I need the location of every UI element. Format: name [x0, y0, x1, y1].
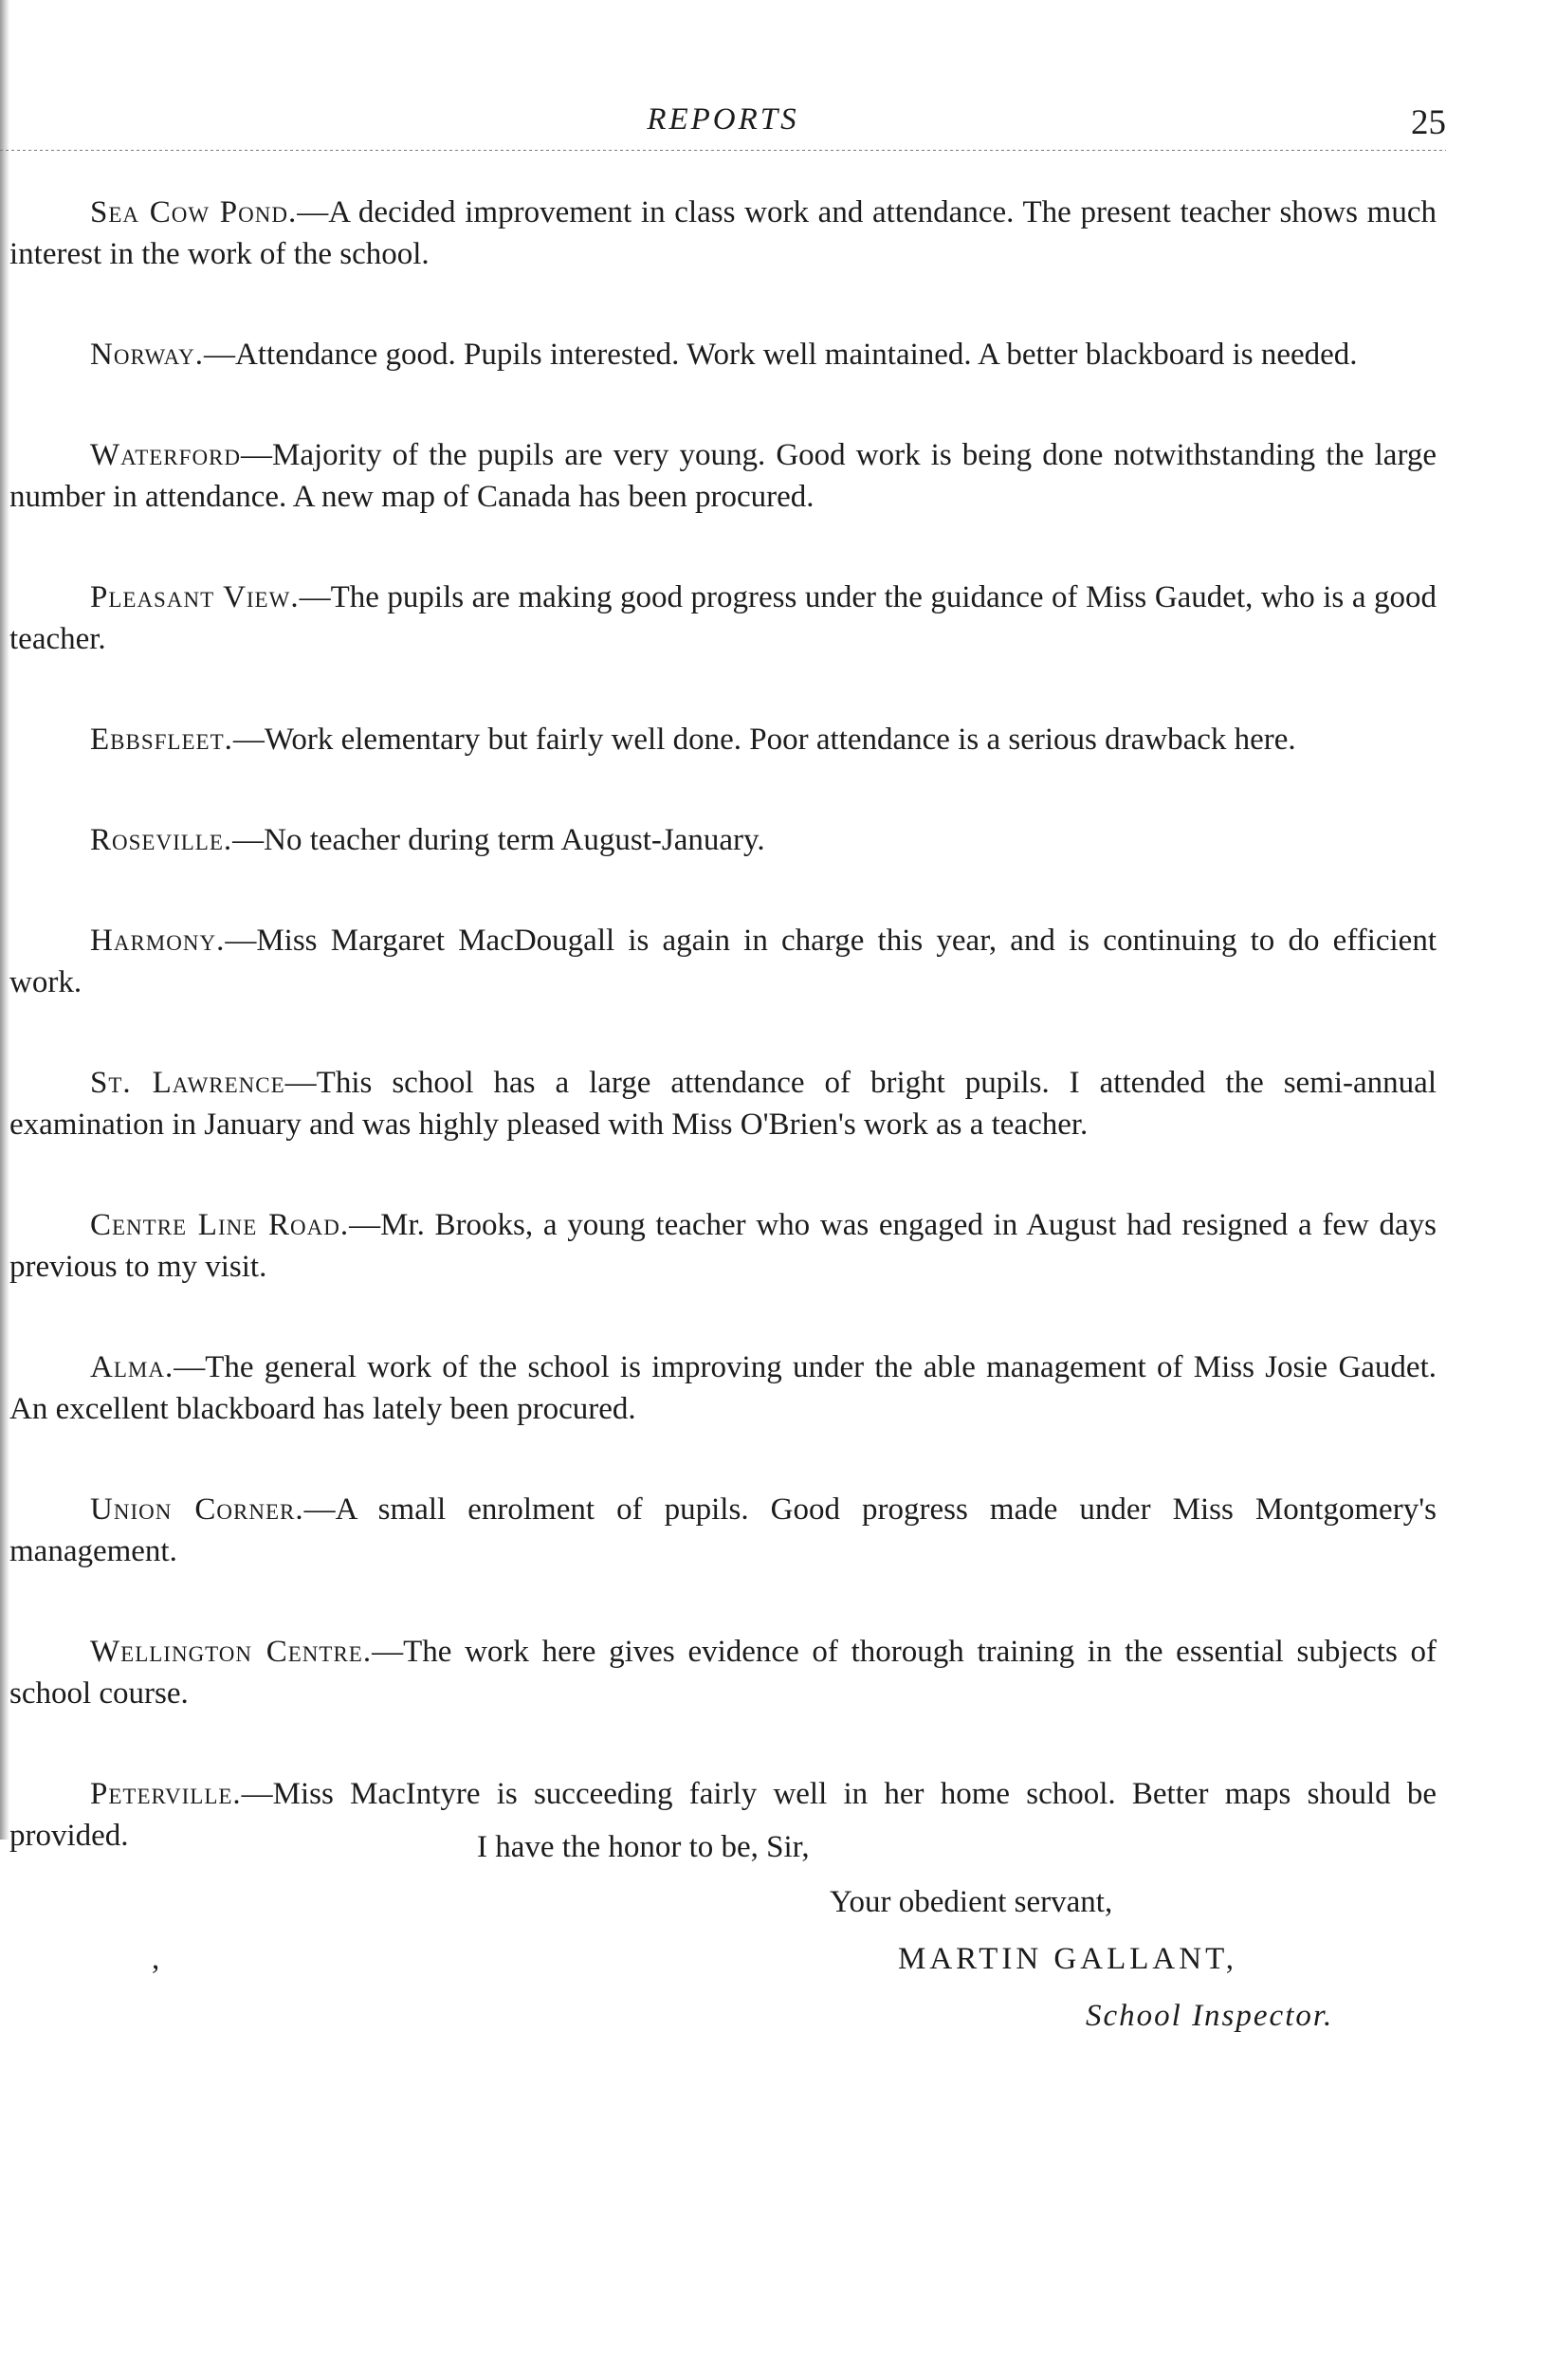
entry-text: —Mr. Brooks, a young teacher who was engaged in August had resigned a few days previous to my visit. — [9, 1208, 1437, 1284]
place-name: Union Corner. — [90, 1492, 304, 1527]
place-name: Waterford — [90, 438, 241, 472]
header-rule — [0, 150, 1446, 151]
place-name: Pleasant View. — [90, 580, 300, 614]
place-name: Roseville. — [90, 823, 233, 857]
report-entry-union-corner — [9, 1489, 1437, 1572]
place-name: Norway. — [90, 338, 205, 372]
place-name: Centre Line Road. — [90, 1208, 350, 1242]
stray-mark: , — [152, 1942, 160, 1976]
entry-text: —Miss Margaret MacDougall is again in charge this year, and is continuing to do efficient work. — [9, 924, 1437, 999]
report-entry-alma — [9, 1346, 1437, 1430]
running-title: REPORTS — [647, 102, 799, 137]
report-entry-wellington-centre — [9, 1631, 1437, 1714]
signature-name: MARTIN GALLANT, — [898, 1942, 1238, 1976]
place-name: Sea Cow Pond. — [90, 195, 298, 229]
signature-role: School Inspector. — [1086, 1999, 1334, 2033]
entry-text: —Work elementary but fairly well done. Poor attendance is a serious drawback here. — [232, 723, 1296, 757]
entry-text: —Majority of the pupils are very young. Good work is being done notwithstanding the large number in attendance. A new map of Canada has been procured. — [9, 438, 1437, 514]
report-entry-sea-cow-pond — [9, 192, 1437, 275]
report-entry-pleasant-view — [9, 577, 1437, 660]
report-entry-norway — [9, 334, 1437, 375]
entry-text: —A small enrolment of pupils. Good progress made under Miss Montgomery's management. — [9, 1492, 1437, 1568]
entry-text: —The work here gives evidence of thorough training in the essential subjects of school course. — [9, 1635, 1437, 1711]
entry-text: —This school has a large attendance of bright pupils. I attended the semi-annual examination in January and was highly pleased with Miss O'Brien's work as a teacher. — [9, 1066, 1437, 1142]
report-entry-waterford — [9, 434, 1437, 518]
report-entry-st-lawrence — [9, 1062, 1437, 1145]
running-header — [0, 102, 1446, 150]
place-name: Alma. — [90, 1350, 174, 1384]
entry-text: —A decided improvement in class work and attendance. The present teacher shows much interest in the work of the school. — [9, 195, 1437, 271]
report-entry-roseville — [9, 819, 1437, 861]
page-number: 25 — [1411, 103, 1446, 142]
place-name: Harmony. — [90, 924, 226, 958]
place-name: Peterville. — [90, 1777, 242, 1811]
letter-closing — [0, 1830, 1556, 2033]
salutation: I have the honor to be, Sir, — [477, 1830, 810, 1864]
entry-text: —Attendance good. Pupils interested. Work well maintained. A better blackboard is needed. — [204, 338, 1358, 372]
place-name: St. Lawrence — [90, 1066, 285, 1100]
entry-text: —No teacher during term August-January. — [232, 823, 765, 857]
report-entry-centre-line-road — [9, 1204, 1437, 1288]
entry-text: —Miss MacIntyre is succeeding fairly well in her home school. Better maps should be provided. — [9, 1777, 1437, 1853]
report-entry-harmony — [9, 920, 1437, 1003]
entry-text: —The pupils are making good progress under the guidance of Miss Gaudet, who is a good teacher. — [9, 580, 1437, 656]
report-entries — [9, 192, 1437, 1915]
report-entry-ebbsfleet — [9, 719, 1437, 760]
place-name: Wellington Centre. — [90, 1635, 373, 1669]
entry-text: —The general work of the school is improving under the able management of Miss Josie Gaudet. An excellent blackboard has lately been procured. — [9, 1350, 1437, 1426]
page-spine-shadow — [0, 0, 9, 1840]
place-name: Ebbsfleet. — [90, 723, 233, 757]
valediction: Your obedient servant, — [830, 1885, 1113, 1919]
